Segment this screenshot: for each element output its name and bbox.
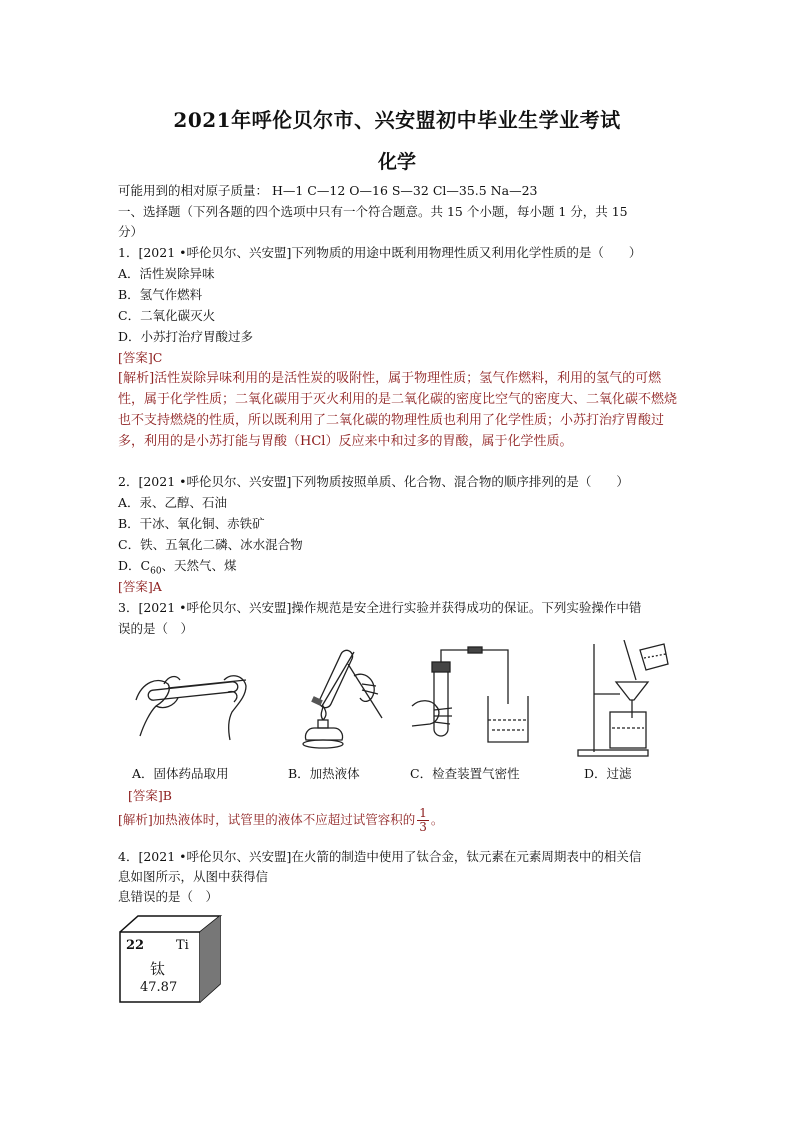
q2-option-d-pre: D．C <box>118 558 151 573</box>
figure-a-caption: A．固体药品取用 <box>132 766 229 781</box>
figure-d-filtration <box>574 640 674 760</box>
q1-answer: [答案]C <box>118 350 163 365</box>
subject-title: 化学 <box>377 151 416 173</box>
q2-answer: [答案]A <box>118 579 162 594</box>
q2-stem: 2．[2021 •呼伦贝尔、兴安盟]下列物质按照单质、化合物、混合物的顺序排列的是（ ） <box>118 474 629 489</box>
q1-option-d: D．小苏打治疗胃酸过多 <box>118 329 254 344</box>
q4-stem-line2: 息如图所示，从图中获得信 <box>118 869 269 884</box>
q1-option-c: C．二氧化碳灭火 <box>118 308 216 323</box>
q3-analysis-end: 。 <box>430 812 444 827</box>
q3-analysis-text: [解析]加热液体时，试管里的液体不应超过试管容积的 <box>118 812 416 827</box>
q2-option-d-subscript: 60 <box>150 566 162 577</box>
q2-option-d-post: 、天然气、煤 <box>161 558 237 573</box>
q1-option-b: B．氢气作燃料 <box>118 287 203 302</box>
section-heading-line1: 一、选择题（下列各题的四个选项中只有一个符合题意。共 15 个小题，每小题 1 分，共 15 <box>118 204 628 219</box>
q3-stem-line2: 误的是（ ） <box>118 621 194 636</box>
q1-analysis: [解析]活性炭除异味利用的是活性炭的吸附性，属于物理性质；氢气作燃料，利用的氢气的可燃性，属于化学性质；二氧化碳用于灭火利用的是二氧化碳的密度比空气的密度大、二氧化碳不燃烧也不支持燃烧的性质，所以既利用了二氧化碳的物理性质也利用了化学性质；小苏打治疗胃酸过多，利用的是小苏打能与胃酸（HCl）反应来中和过多的胃酸，属于化学性质。 <box>118 371 678 449</box>
q4-stem-line1: 4．[2021 •呼伦贝尔、兴安盟]在火箭的制造中使用了钛合金，钛元素在元素周期表中的相关信 <box>118 849 642 864</box>
section-heading-line2: 分） <box>118 224 144 239</box>
q2-option-c: C．铁、五氧化二磷、冰水混合物 <box>118 537 303 552</box>
q3-answer: [答案]B <box>128 788 172 803</box>
q1-option-a: A．活性炭除异味 <box>118 266 215 281</box>
fraction-numerator: 1 <box>419 806 427 820</box>
page-title: 2021年呼伦贝尔市、兴安盟初中毕业生学业考试 <box>173 108 621 132</box>
fraction-denominator: 3 <box>419 820 427 834</box>
q2-option-b: B．干冰、氧化铜、赤铁矿 <box>118 516 265 531</box>
q3-analysis <box>118 806 678 838</box>
element-symbol: Ti <box>176 938 189 953</box>
q1-stem: 1．[2021 •呼伦贝尔、兴安盟]下列物质的用途中既利用物理性质又利用化学性质的是（ ） <box>118 245 642 260</box>
q2-option-a: A．汞、乙醇、石油 <box>118 495 228 510</box>
q3-stem-line1: 3．[2021 •呼伦贝尔、兴安盟]操作规范是安全进行实验并获得成功的保证。下列实验操作中错 <box>118 600 642 615</box>
figure-c-airtightness-check <box>408 640 538 750</box>
atomic-masses: 可能用到的相对原子质量： H—1 C—12 O—16 S—32 Cl—35.5 Na—23 <box>118 183 538 198</box>
figure-b-caption: B．加热液体 <box>288 766 360 781</box>
figure-b-heating-liquid <box>292 640 392 750</box>
figure-a-solid-reagent <box>128 640 252 750</box>
figure-d-caption: D．过滤 <box>584 766 632 781</box>
element-cell-titanium <box>118 914 224 1004</box>
one-third-fraction <box>417 807 429 834</box>
element-name: 钛 <box>150 960 166 978</box>
q4-stem-line3: 息错误的是（ ） <box>118 889 219 904</box>
atomic-number: 22 <box>126 938 145 953</box>
atomic-mass: 47.87 <box>140 980 178 995</box>
figure-c-caption: C．检查装置气密性 <box>410 766 520 781</box>
